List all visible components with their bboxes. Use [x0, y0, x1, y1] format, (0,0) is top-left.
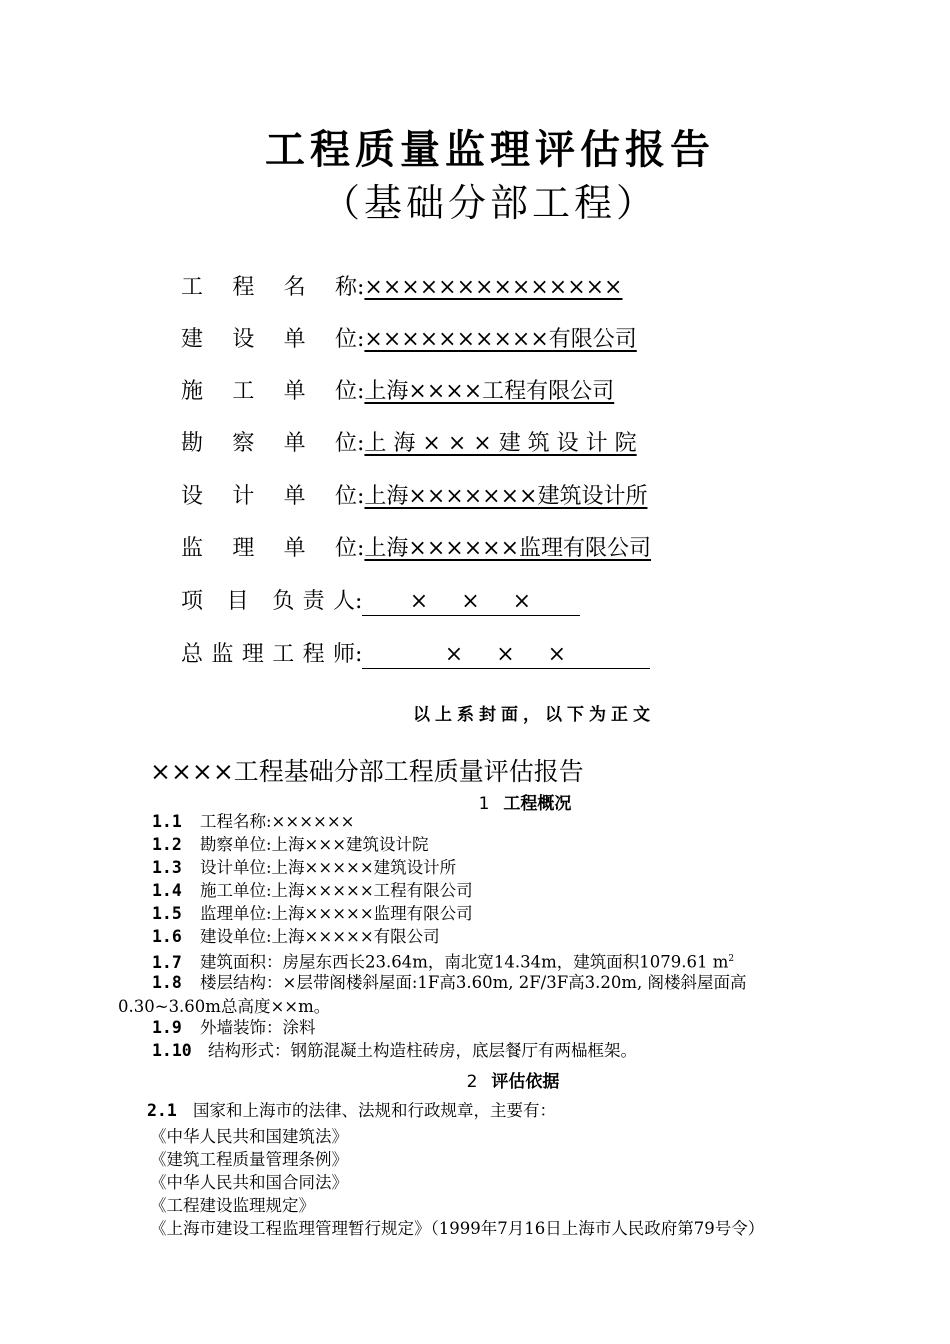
regulation-item: 《上海市建设工程监理管理暂行规定》（1999年7月16日上海市人民政府第79号令） [150, 1219, 765, 1238]
document-subtitle: （基础分部工程） [321, 181, 658, 225]
section-title: 工程概况 [503, 794, 572, 814]
construction-unit-row [181, 377, 614, 407]
list-item: 1.9 外墙装饰：涂料 [152, 1018, 316, 1037]
field-label: 勘 察 单 位 [181, 431, 357, 456]
regulation-item: 《工程建设监理规定》 [150, 1196, 315, 1215]
supervision-unit-row [181, 534, 651, 564]
project-name-row [181, 273, 623, 303]
regulation-item: 《中华人民共和国建筑法》 [150, 1127, 348, 1146]
list-item: 1.7 建筑面积：房屋东西长23.64m，南北宽14.34m，建筑面积1079.61 $m^2$ [152, 952, 735, 972]
field-label: 施 工 单 位 [181, 379, 357, 404]
list-item: 1.1 工程名称:×××××× [152, 812, 355, 831]
section-2-heading [0, 1067, 950, 1092]
project-leader-row [181, 587, 580, 617]
colon: : [357, 536, 365, 561]
list-item: 1.10 结构形式：钢筋混凝土构造柱砖房，底层餐厅有两榀框架。 [152, 1041, 637, 1060]
design-unit-value: 上海×××××××建筑设计所 [364, 484, 648, 509]
survey-unit-row [181, 429, 637, 459]
field-label: 建 设 单 位 [181, 327, 357, 352]
report-title: ××××工程基础分部工程质量评估报告 [150, 757, 584, 786]
colon: : [357, 431, 365, 456]
section-title: 评估依据 [491, 1072, 560, 1092]
list-item: 1.5 监理单位:上海×××××监理有限公司 [152, 904, 473, 923]
field-label: 总监理工程师 [181, 642, 355, 667]
list-item: 1.2 勘察单位:上海×××建筑设计院 [152, 835, 429, 854]
colon: : [357, 484, 365, 509]
colon: : [355, 589, 363, 614]
colon: : [355, 642, 363, 667]
project-leader-value: × × × [362, 587, 580, 616]
survey-unit-value: 上 海 × × × 建 筑 设 计 院 [364, 431, 637, 456]
construction-unit-value: 上海××××工程有限公司 [364, 379, 615, 404]
colon: : [357, 327, 365, 352]
list-item: 1.4 施工单位:上海×××××工程有限公司 [152, 881, 473, 900]
chief-engineer-row [181, 640, 650, 670]
section-number: 2 [466, 1072, 478, 1092]
superscript: 2 [728, 954, 735, 964]
chief-engineer-value: × × × [362, 640, 650, 669]
list-item: 1.6 建设单位:上海×××××有限公司 [152, 927, 440, 946]
owner-unit-row [181, 325, 637, 355]
list-item: 1.3 设计单位:上海×××××建筑设计所 [152, 858, 457, 877]
colon: : [357, 379, 365, 404]
regulation-item: 《建筑工程质量管理条例》 [150, 1150, 348, 1169]
list-item: 2.1 国家和上海市的法律、法规和行政规章，主要有： [147, 1101, 556, 1120]
supervision-unit-value: 上海××××××监理有限公司 [364, 536, 652, 561]
document-title: 工程质量监理评估报告 [265, 126, 715, 173]
list-item: 1.8 楼层结构：×层带阁楼斜屋面:1F高3.60m, 2F/3F高3.20m, 阁楼斜屋面高 [152, 973, 747, 992]
regulation-item: 《中华人民共和国合同法》 [150, 1173, 348, 1192]
section-1-heading [0, 789, 950, 814]
field-label: 设 计 单 位 [181, 484, 357, 509]
owner-unit-value: ××××××××××有限公司 [364, 327, 637, 352]
project-name-value: ×××××××××××××× [364, 275, 623, 300]
cover-divider-note: 以上系封面，以下为正文 [413, 705, 655, 725]
field-label: 工 程 名 称 [181, 275, 357, 300]
colon: : [357, 275, 365, 300]
section-number: 1 [478, 794, 490, 814]
list-item-continuation: 0.30~3.60m总高度××m。 [118, 997, 331, 1016]
field-label: 项 目 负责人 [181, 589, 355, 614]
design-unit-row [181, 482, 647, 512]
field-label: 监 理 单 位 [181, 536, 357, 561]
